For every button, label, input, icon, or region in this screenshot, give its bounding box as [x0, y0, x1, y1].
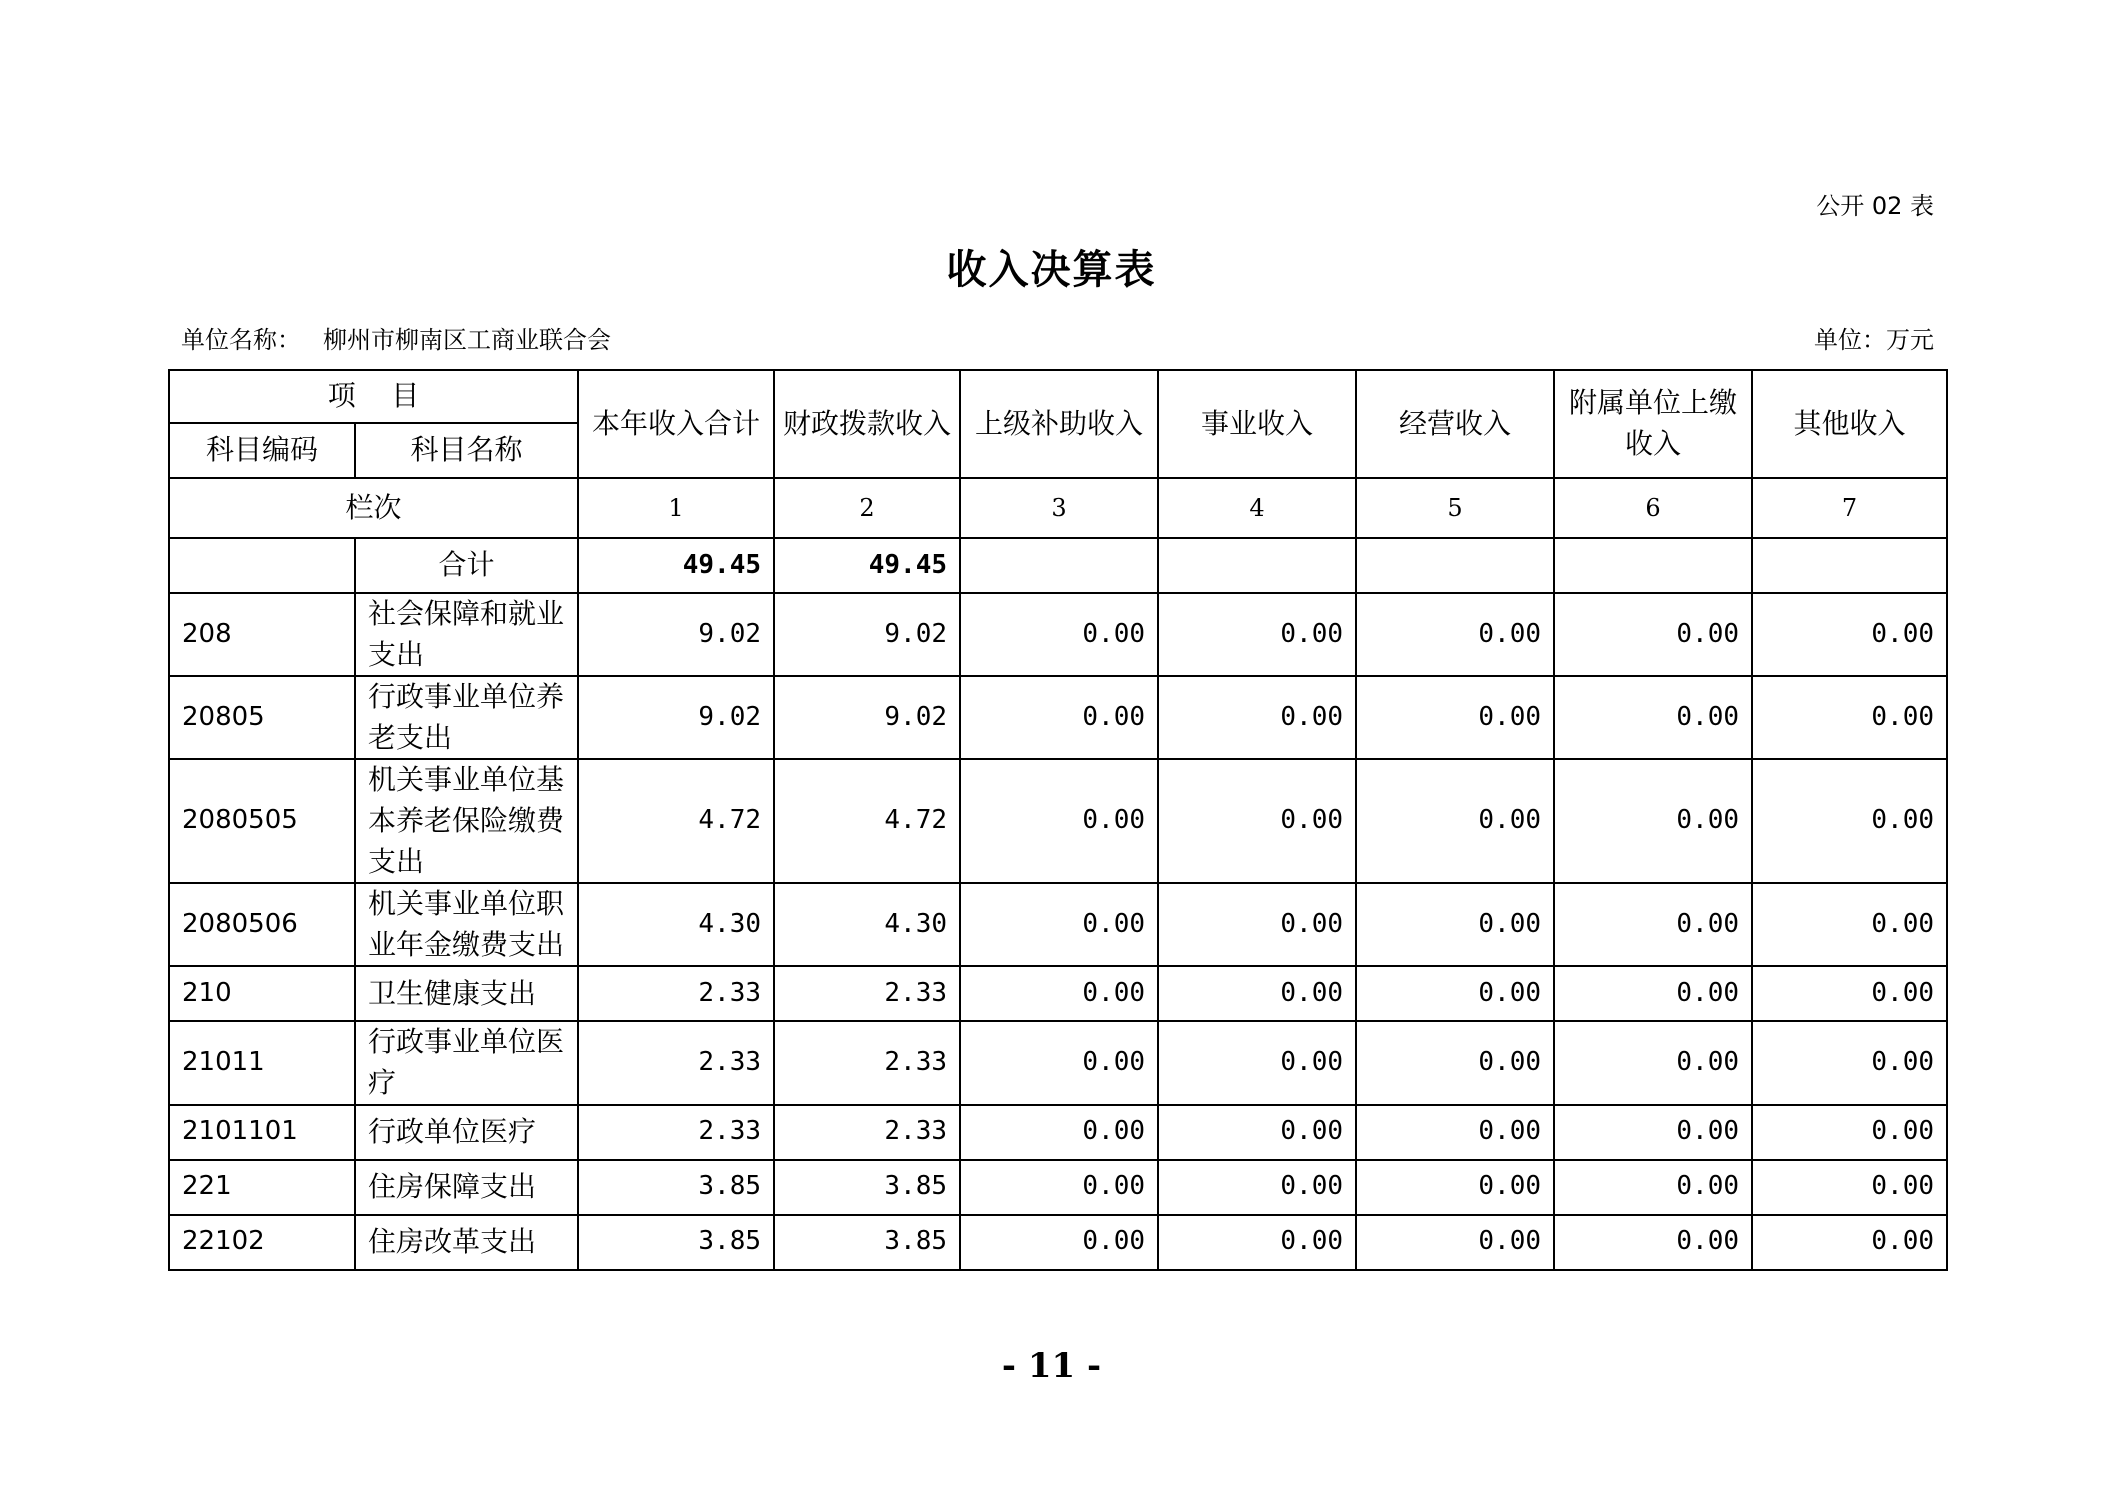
subject-code: 221 — [169, 1160, 355, 1215]
total-row — [169, 538, 1947, 593]
amount-cell: 0.00 — [960, 1160, 1158, 1215]
table-row — [169, 883, 1947, 966]
amount-cell: 0.00 — [1158, 593, 1356, 676]
amount-cell: 0.00 — [1752, 676, 1947, 759]
total-label: 合计 — [355, 538, 578, 593]
amount-cell: 0.00 — [960, 1105, 1158, 1160]
amount-cell: 0.00 — [960, 593, 1158, 676]
amount-cell: 3.85 — [774, 1215, 960, 1270]
subject-code: 210 — [169, 966, 355, 1021]
unit-name: 柳州市柳南区工商业联合会 — [323, 326, 611, 354]
amount-cell: 0.00 — [1554, 966, 1752, 1021]
header-col-2: 财政拨款收入 — [774, 370, 960, 478]
subject-name: 住房改革支出 — [355, 1215, 578, 1270]
amount-cell: 0.00 — [1356, 966, 1554, 1021]
amount-cell: 0.00 — [1752, 1105, 1947, 1160]
amount-cell: 0.00 — [960, 883, 1158, 966]
amount-cell: 0.00 — [1158, 1021, 1356, 1104]
header-col-5: 经营收入 — [1356, 370, 1554, 478]
amount-cell: 0.00 — [1752, 1215, 1947, 1270]
amount-cell: 0.00 — [1356, 1105, 1554, 1160]
amount-cell: 0.00 — [1554, 759, 1752, 883]
amount-cell: 0.00 — [960, 759, 1158, 883]
amount-cell: 2.33 — [774, 1105, 960, 1160]
table-row — [169, 676, 1947, 759]
amount-cell: 9.02 — [578, 593, 774, 676]
table-row — [169, 1021, 1947, 1104]
page-number: - 11 - — [1001, 1346, 1102, 1386]
total-value — [1356, 538, 1554, 593]
header-col-6: 附属单位上缴收入 — [1554, 370, 1752, 478]
header-item: 项 目 — [169, 370, 578, 423]
amount-cell: 0.00 — [1158, 883, 1356, 966]
table-row — [169, 593, 1947, 676]
subject-code: 2080505 — [169, 759, 355, 883]
amount-cell: 0.00 — [1554, 1021, 1752, 1104]
amount-cell: 0.00 — [1158, 966, 1356, 1021]
subject-code: 208 — [169, 593, 355, 676]
total-value — [1158, 538, 1356, 593]
amount-cell: 4.72 — [578, 759, 774, 883]
header-col-4: 事业收入 — [1158, 370, 1356, 478]
amount-cell: 0.00 — [1554, 1160, 1752, 1215]
amount-cell: 0.00 — [1356, 883, 1554, 966]
currency-unit: 单位：万元 — [1814, 326, 1934, 354]
header-col-7: 其他收入 — [1752, 370, 1947, 478]
header-code: 科目编码 — [169, 423, 355, 478]
subject-code: 21011 — [169, 1021, 355, 1104]
header-col-3: 上级补助收入 — [960, 370, 1158, 478]
table-row — [169, 759, 1947, 883]
amount-cell: 0.00 — [1158, 759, 1356, 883]
amount-cell: 3.85 — [578, 1160, 774, 1215]
table-row — [169, 1215, 1947, 1270]
subject-code: 20805 — [169, 676, 355, 759]
amount-cell: 9.02 — [774, 593, 960, 676]
total-value — [1752, 538, 1947, 593]
amount-cell: 0.00 — [1752, 1160, 1947, 1215]
amount-cell: 9.02 — [578, 676, 774, 759]
table-row — [169, 1160, 1947, 1215]
total-value: 49.45 — [578, 538, 774, 593]
subject-code: 2080506 — [169, 883, 355, 966]
column-index: 2 — [774, 478, 960, 538]
amount-cell: 0.00 — [1554, 593, 1752, 676]
amount-cell: 0.00 — [1356, 1215, 1554, 1270]
subject-name: 住房保障支出 — [355, 1160, 578, 1215]
amount-cell: 0.00 — [1356, 1160, 1554, 1215]
amount-cell: 2.33 — [774, 1021, 960, 1104]
amount-cell: 0.00 — [1158, 1160, 1356, 1215]
subject-name: 社会保障和就业支出 — [355, 593, 578, 676]
amount-cell: 0.00 — [1554, 883, 1752, 966]
subject-name: 行政事业单位医疗 — [355, 1021, 578, 1104]
row-index-label: 栏次 — [169, 478, 578, 538]
total-value — [960, 538, 1158, 593]
subject-code: 22102 — [169, 1215, 355, 1270]
amount-cell: 0.00 — [960, 1215, 1158, 1270]
amount-cell: 0.00 — [960, 676, 1158, 759]
amount-cell: 2.33 — [578, 1105, 774, 1160]
income-final-accounts-table — [168, 369, 1948, 1271]
amount-cell: 0.00 — [1356, 1021, 1554, 1104]
amount-cell: 3.85 — [578, 1215, 774, 1270]
data-rows — [169, 593, 1947, 1270]
amount-cell: 0.00 — [1554, 1105, 1752, 1160]
amount-cell: 2.33 — [774, 966, 960, 1021]
column-index: 3 — [960, 478, 1158, 538]
header-name: 科目名称 — [355, 423, 578, 478]
amount-cell: 4.30 — [774, 883, 960, 966]
subject-name: 机关事业单位基本养老保险缴费支出 — [355, 759, 578, 883]
total-value: 49.45 — [774, 538, 960, 593]
amount-cell: 2.33 — [578, 966, 774, 1021]
column-index: 6 — [1554, 478, 1752, 538]
amount-cell: 0.00 — [1158, 1105, 1356, 1160]
amount-cell: 0.00 — [1158, 676, 1356, 759]
amount-cell: 0.00 — [1158, 1215, 1356, 1270]
amount-cell: 2.33 — [578, 1021, 774, 1104]
amount-cell: 0.00 — [1356, 759, 1554, 883]
table-row — [169, 966, 1947, 1021]
amount-cell: 0.00 — [1752, 759, 1947, 883]
total-value — [1554, 538, 1752, 593]
amount-cell: 9.02 — [774, 676, 960, 759]
unit-name-label: 单位名称： — [181, 326, 301, 354]
amount-cell: 0.00 — [1752, 883, 1947, 966]
table-row — [169, 1105, 1947, 1160]
amount-cell: 0.00 — [960, 1021, 1158, 1104]
column-index: 1 — [578, 478, 774, 538]
column-index: 7 — [1752, 478, 1947, 538]
subject-name: 行政事业单位养老支出 — [355, 676, 578, 759]
column-index: 5 — [1356, 478, 1554, 538]
total-code-cell — [169, 538, 355, 593]
column-index: 4 — [1158, 478, 1356, 538]
amount-cell: 3.85 — [774, 1160, 960, 1215]
amount-cell: 0.00 — [1752, 1021, 1947, 1104]
subject-name: 机关事业单位职业年金缴费支出 — [355, 883, 578, 966]
unit-name-line — [181, 320, 611, 355]
amount-cell: 0.00 — [1356, 593, 1554, 676]
form-id: 公开 02 表 — [1816, 192, 1934, 220]
amount-cell: 0.00 — [1356, 676, 1554, 759]
amount-cell: 4.30 — [578, 883, 774, 966]
subject-name: 卫生健康支出 — [355, 966, 578, 1021]
amount-cell: 4.72 — [774, 759, 960, 883]
amount-cell: 0.00 — [1554, 676, 1752, 759]
amount-cell: 0.00 — [960, 966, 1158, 1021]
subject-name: 行政单位医疗 — [355, 1105, 578, 1160]
page-title: 收入决算表 — [946, 246, 1157, 293]
header-col-1: 本年收入合计 — [578, 370, 774, 478]
amount-cell: 0.00 — [1752, 966, 1947, 1021]
amount-cell: 0.00 — [1752, 593, 1947, 676]
subject-code: 2101101 — [169, 1105, 355, 1160]
amount-cell: 0.00 — [1554, 1215, 1752, 1270]
